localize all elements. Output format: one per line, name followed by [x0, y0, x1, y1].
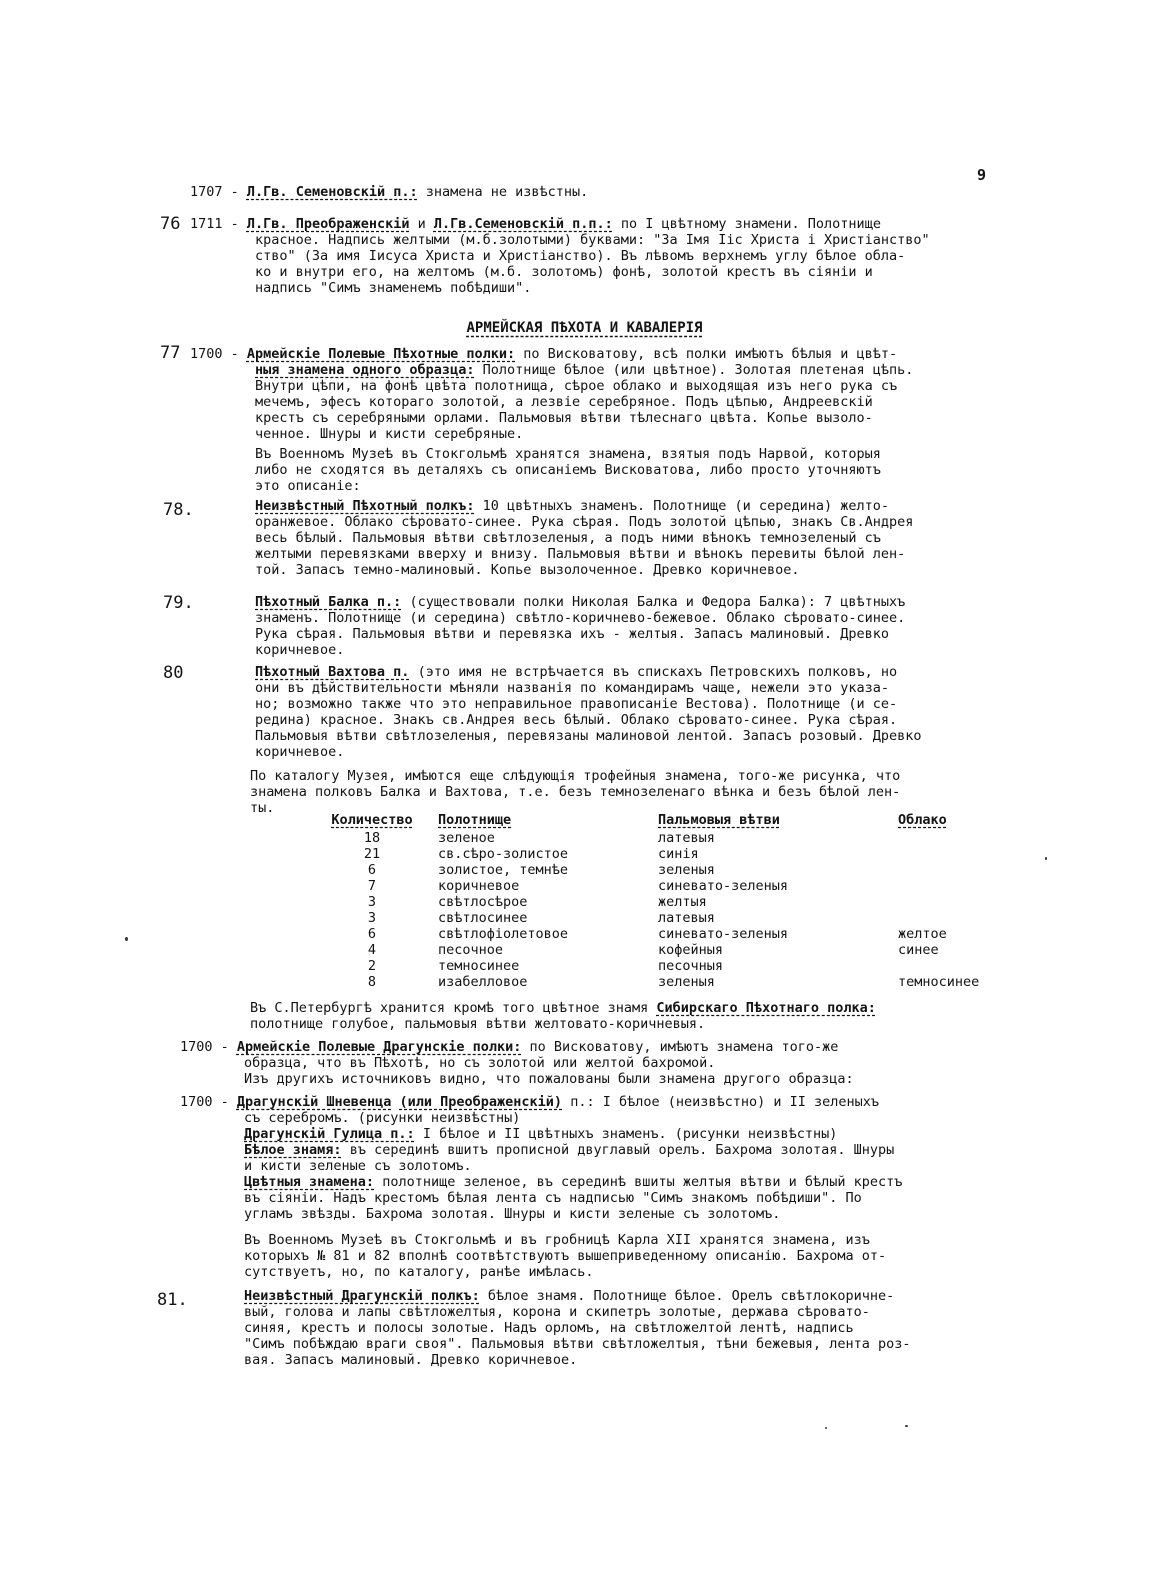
spb-note: [250, 1000, 876, 1032]
cell-palm: синія: [658, 846, 699, 862]
flags-table: [312, 810, 1008, 990]
text-line: "Симъ побѣждаю враги своя". Пальмовыя вѣтви свѣтложелтыя, тѣни бежевыя, лента роз-: [244, 1336, 911, 1352]
cell-quantity: 3: [367, 894, 377, 910]
text-line: полотнище голубое, пальмовыя вѣтви желтовато-коричневыя.: [250, 1016, 706, 1032]
text-line: вая. Запасъ малиновый. Древко коричневое.: [244, 1352, 578, 1368]
table-row: [312, 878, 1008, 894]
table-row: [312, 862, 1008, 878]
entry-year: 1700 -: [190, 346, 239, 362]
scan-speck: [1045, 857, 1047, 860]
cell-cloth: св.сѣро-золистое: [438, 846, 569, 862]
entry-text: Полотнище бѣлое (или цвѣтное). Золотая плетеная цѣпь.: [482, 362, 914, 378]
scan-speck: [905, 1425, 908, 1427]
text-line: мечемъ, эфесъ котораго золотой, а лезвіе серебряное. Подъ цѣпью, Андреевскій: [255, 394, 873, 410]
text-line: крестъ съ серебряными орлами. Пальмовыя вѣтви тѣлеснаго цвѣта. Копье вызоло-: [255, 410, 873, 426]
text-line: Въ Военномъ Музеѣ въ Стокгольмѣ хранятся знамена, взятыя подъ Нарвой, которыя: [255, 446, 881, 462]
cell-quantity: 3: [367, 910, 377, 926]
entry-text: (существовали полки Николая Балка и Федора Балка): 7 цвѣтныхъ: [409, 594, 906, 610]
cell-quantity: 6: [367, 926, 377, 942]
cell-cloud: [898, 910, 1008, 926]
entry-1700-dragoons-body: [244, 1055, 854, 1087]
text-line: ство" (За имя Іисуса Христа и Христіанство). Въ лѣвомъ верхнемъ углу бѣлое обла-: [255, 248, 906, 264]
column-header: Количество: [331, 812, 413, 828]
cell-cloth: песочное: [438, 942, 504, 958]
entry-text: бѣлое знамя. Полотнище бѣлое. Орелъ свѣтлокоричне-: [487, 1288, 895, 1304]
entry-year: 1711 -: [190, 216, 239, 232]
cell-cloth: свѣтлосинее: [438, 910, 528, 926]
cell-cloth: изабелловое: [438, 974, 528, 990]
column-header: Пальмовыя вѣтви: [658, 812, 780, 828]
text-line: они въ дѣйствительности мѣняли названія по командирамъ чаще, нежели это указа-: [255, 680, 889, 696]
text-line: это описаніе:: [255, 478, 361, 494]
entry-1700-infantry-body: [255, 362, 913, 442]
text-line: весь бѣлый. Пальмовыя вѣтви свѣтлозеленыя, а подъ ними вѣнокъ темнозеленый съ: [255, 530, 881, 546]
entry-text: I бѣлое и II цвѣтныхъ знаменъ. (рисунки неизвѣстны): [422, 1126, 838, 1142]
margin-number: 80: [163, 663, 184, 683]
table-row: [312, 926, 1008, 942]
entry-80: [255, 664, 921, 760]
text-line: Въ Военномъ Музеѣ въ Стокгольмѣ и въ гробницѣ Карла XII хранятся знамена, изъ: [244, 1232, 870, 1248]
entry-year: 1700 -: [180, 1039, 229, 1055]
cell-cloud: [898, 846, 1008, 862]
text-line: либо не сходятся въ деталяхъ съ описаніемъ Висковатова, либо просто уточняютъ: [255, 462, 881, 478]
entry-text: по Висковатову, имѣютъ знамена того-же: [529, 1039, 839, 1055]
entry-text: 10 цвѣтныхъ знаменъ. Полотнище (и середина) желто-: [482, 498, 889, 514]
text-line: вый, голова и лапы свѣтложелтыя, корона и скипетръ золотые, держава сѣровато-: [244, 1304, 870, 1320]
cell-palm: латевыя: [658, 910, 715, 926]
regiment-name: Сибирскаго Пѣхотнаго полка:: [656, 1000, 876, 1016]
cell-cloud: [898, 830, 1008, 846]
cell-cloud: [898, 958, 1008, 974]
text-line: образца, что въ Пѣхотѣ, но съ золотой или желтой бахромой.: [244, 1055, 716, 1071]
cell-palm: желтыя: [658, 894, 707, 910]
regiment-name: Армейскіе Полевые Пѣхотные полки:: [246, 346, 516, 362]
regiment-name: Пѣхотный Балка п.:: [255, 594, 402, 610]
entry-78: [255, 498, 913, 578]
text-line: коричневое.: [255, 642, 345, 658]
scan-speck: [825, 1427, 827, 1429]
cell-quantity: 2: [367, 958, 377, 974]
entry-81: [244, 1288, 910, 1368]
catalog-note: [250, 768, 900, 816]
entry-79: [255, 594, 905, 658]
margin-number: 77: [160, 343, 181, 363]
text-line: Пальмовыя вѣтви свѣтлозеленыя, перевязаны малиновой лентой. Запасъ розовый. Древко: [255, 728, 922, 744]
entry-1700-shnevenets-body: [244, 1110, 902, 1222]
section-title: [0, 320, 1163, 336]
cell-cloth: темносинее: [438, 958, 520, 974]
entry-text: по Висковатову, всѣ полки имѣютъ бѣлыя и цвѣт-: [523, 346, 898, 362]
regiment-name: Драгунскій Гулица п.:: [244, 1126, 415, 1142]
regiment-name: Неизвѣстный Драгунскій полкъ:: [244, 1288, 480, 1304]
text-line: и кисти зеленые съ золотомъ.: [244, 1158, 472, 1174]
cell-cloth: коричневое: [438, 878, 520, 894]
entry-year: 1707 -: [190, 184, 239, 200]
column-header: Полотнище: [438, 812, 512, 828]
margin-number: 79.: [163, 593, 194, 613]
entry-text: знамена не извѣстны.: [425, 184, 589, 200]
stockholm-note: [255, 446, 881, 494]
cell-palm: латевыя: [658, 830, 715, 846]
regiment-name: Армейскіе Полевые Драгунскіе полки:: [236, 1039, 522, 1055]
cell-cloth: золистое, темнѣе: [438, 862, 569, 878]
entry-text: (это имя не встрѣчается въ спискахъ Петровскихъ полковъ, но: [417, 664, 898, 680]
table-row: [312, 830, 1008, 846]
cell-cloud: [898, 878, 1008, 894]
entry-1711: [190, 216, 881, 232]
text-line: которыхъ № 81 и 82 вполнѣ соотвѣтствуютъ вышеприведенному описанію. Бахрома от-: [244, 1248, 887, 1264]
text-line: сутствуетъ, но, по каталогу, ранѣе имѣлась.: [244, 1264, 594, 1280]
text-line: По каталогу Музея, имѣются еще слѣдующія трофейныя знамена, того-же рисунка, что: [250, 768, 901, 784]
table-row: [312, 910, 1008, 926]
regiment-name: Л.Гв.Семеновскій п.п.:: [433, 216, 613, 232]
text-line: ченное. Шнуры и кисти серебряные.: [255, 426, 524, 442]
text-line: въ сіяніи. Надъ крестомъ бѣлая лента съ надписью "Симъ знакомъ побѣдиши". По: [244, 1190, 862, 1206]
cell-cloth: свѣтлосѣрое: [438, 894, 528, 910]
regiment-name: Л.Гв. Преображенскій: [246, 216, 410, 232]
margin-number: 81.: [157, 1290, 188, 1310]
cell-quantity: 6: [367, 862, 377, 878]
text-line: той. Запасъ темно-малиновый. Копье вызолоченное. Древко коричневое.: [255, 562, 800, 578]
entry-year: 1700 -: [180, 1094, 229, 1110]
emphasis: Цвѣтныя знамена:: [244, 1174, 375, 1190]
text-line: редина) красное. Знакъ св.Андрея весь бѣлый. Облако сѣровато-синее. Рука сѣрая.: [255, 712, 898, 728]
table-row: [312, 846, 1008, 862]
cell-cloud: [898, 862, 1008, 878]
text-line: коричневое.: [255, 744, 345, 760]
regiment-name: Неизвѣстный Пѣхотный полкъ:: [255, 498, 475, 514]
table-row: [312, 958, 1008, 974]
regiment-alt-name: (или Преображенскій): [399, 1094, 563, 1110]
cell-palm: зеленыя: [658, 862, 715, 878]
page-number: 9: [977, 166, 987, 184]
cell-cloud: синее: [898, 942, 939, 958]
text-line: желтыми перевязками вверху и внизу. Пальмовыя вѣтви и вѣнокъ перевиты бѣлой лен-: [255, 546, 906, 562]
text-line: угламъ звѣзды. Бахрома золотая. Шнуры и кисти зеленые съ золотомъ.: [244, 1206, 781, 1222]
entry-1700-infantry: [190, 346, 897, 362]
margin-number: 78.: [163, 500, 194, 520]
regiment-name: Драгунскій Шневенца: [236, 1094, 392, 1110]
cell-cloud: желтое: [898, 926, 947, 942]
entry-text: по I цвѣтному знамени. Полотнище: [620, 216, 881, 232]
cell-quantity: 18: [363, 830, 381, 846]
regiment-name: Л.Гв. Семеновскій п.:: [246, 184, 418, 200]
column-header: Облако: [898, 812, 947, 828]
table-header-row: [312, 810, 1008, 830]
cell-palm: зеленыя: [658, 974, 715, 990]
table-row: [312, 894, 1008, 910]
text-line: Изъ другихъ источниковъ видно, что пожалованы были знамена другого образца:: [244, 1071, 854, 1087]
table-row: [312, 942, 1008, 958]
text-line: красное. Надпись желтыми (м.б.золотыми) буквами: "За Імя Ііс Христа і Христіанство": [255, 232, 930, 248]
entry-text: въ серединѣ вшитъ прописной двуглавый орелъ. Бахрома золотая. Шнуры: [349, 1142, 895, 1158]
cell-quantity: 21: [363, 846, 381, 862]
cell-cloth: зеленое: [438, 830, 495, 846]
cell-palm: синевато-зеленыя: [658, 926, 789, 942]
section-title-text: АРМЕЙСКАЯ ПѢХОТА И КАВАЛЕРІЯ: [466, 320, 703, 336]
text-line: но; возможно также что это неправильное правописаніе Вестова). Полотнище (и се-: [255, 696, 898, 712]
entry-text: Въ С.Петербургѣ хранится кромѣ того цвѣтное знамя: [250, 1000, 649, 1016]
entry-text: п.: I бѣлое (неизвѣстно) и II зеленыхъ: [570, 1094, 880, 1110]
text-line: ко и внутри его, на желтомъ (м.б. золотомъ) фонѣ, золотой крестъ въ сіяніи и: [255, 264, 873, 280]
entry-text: и: [417, 216, 426, 232]
cell-quantity: 4: [367, 942, 377, 958]
cell-cloth: свѣтлофіолетовое: [438, 926, 569, 942]
text-line: ты.: [250, 800, 275, 816]
regiment-name: Пѣхотный Вахтова п.: [255, 664, 410, 680]
stockholm-note-2: [244, 1232, 886, 1280]
cell-quantity: 8: [367, 974, 377, 990]
cell-palm: песочныя: [658, 958, 724, 974]
entry-text: полотнище зеленое, въ серединѣ вшиты желтыя вѣтви и бѣлый крестъ: [382, 1174, 903, 1190]
entry-1700-shnevenets: [180, 1094, 879, 1110]
text-line: Внутри цѣпи, на фонѣ цвѣта полотнища, сѣрое облако и выходящая изъ него рука съ: [255, 378, 898, 394]
emphasis: Бѣлое знамя:: [244, 1142, 342, 1158]
cell-palm: кофейныя: [658, 942, 724, 958]
text-line: оранжевое. Облако сѣровато-синее. Рука сѣрая. Подъ золотой цѣпью, знакъ Св.Андрея: [255, 514, 914, 530]
cell-palm: синевато-зеленыя: [658, 878, 789, 894]
text-line: знамена полковъ Балка и Вахтова, т.е. безъ темнозеленаго вѣнка и безъ бѣлой лен-: [250, 784, 901, 800]
trophy-flags-table: [312, 810, 1008, 990]
scan-speck: [125, 937, 128, 941]
emphasis: ныя знамена одного образца:: [255, 362, 475, 378]
table-row: [312, 974, 1008, 990]
margin-number: 76: [160, 214, 181, 234]
text-line: съ серебромъ. (рисунки неизвѣстны): [244, 1110, 521, 1126]
entry-1711-body: [255, 232, 930, 296]
text-line: знаменъ. Полотнище (и середина) свѣтло-коричнево-бежевое. Облако сѣровато-синее.: [255, 610, 906, 626]
cell-cloud: темносинее: [898, 974, 980, 990]
text-line: синяя, крестъ и полосы золотые. Надъ орломъ, на свѣтложелтой лентѣ, надпись: [244, 1320, 854, 1336]
text-line: надпись "Симъ знаменемъ побѣдиши".: [255, 280, 532, 296]
entry-1707: [190, 184, 588, 200]
text-line: Рука сѣрая. Пальмовыя вѣтви и перевязка ихъ - желтыя. Запасъ малиновый. Древко: [255, 626, 889, 642]
cell-quantity: 7: [367, 878, 377, 894]
cell-cloud: [898, 894, 1008, 910]
entry-1700-dragoons: [180, 1039, 838, 1055]
